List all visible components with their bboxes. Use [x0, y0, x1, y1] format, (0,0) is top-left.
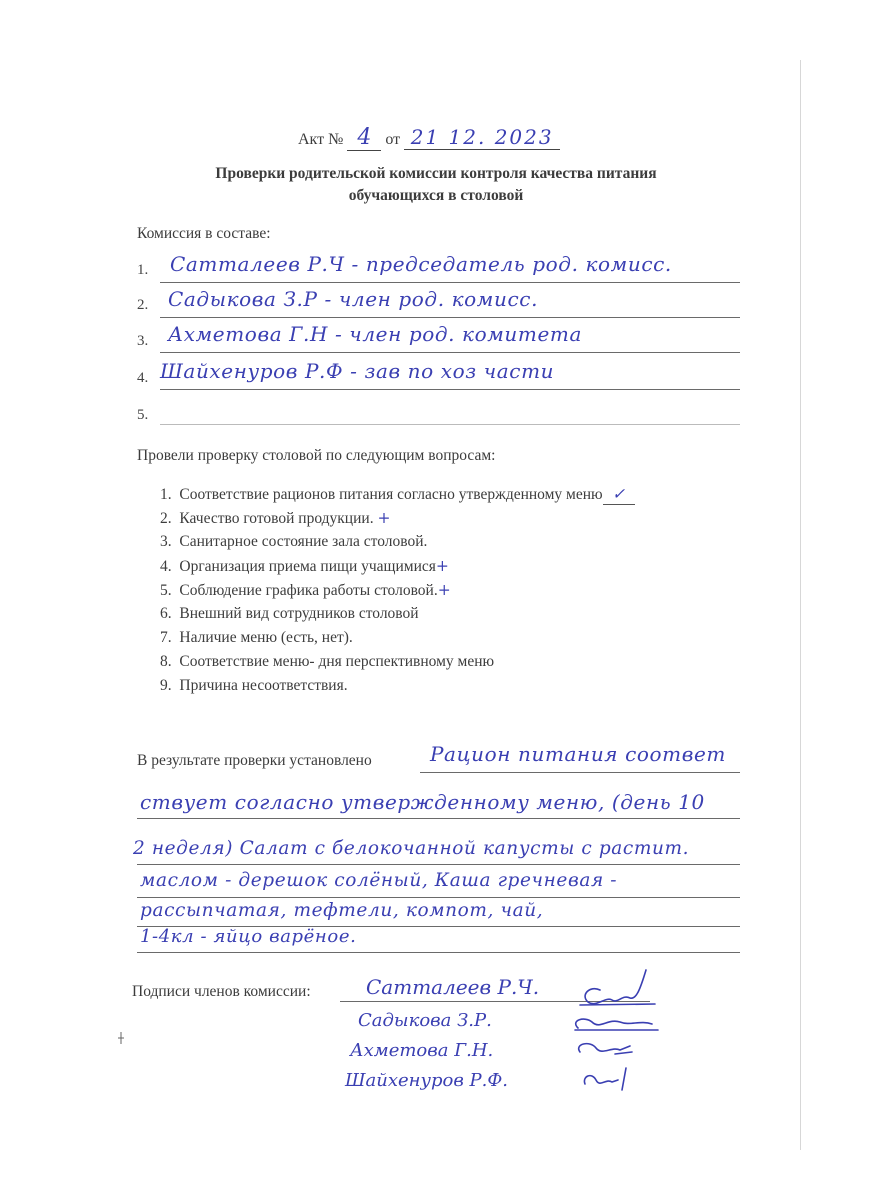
act-number-field [347, 125, 381, 151]
answer-blank [603, 485, 635, 505]
question-text: Соответствие меню- дня перспективному меню [179, 653, 495, 670]
member-number: 5. [137, 407, 149, 423]
from-label: от [385, 131, 401, 148]
result-line: 2 неделя) Салат с белокочанной капусты с растит. [133, 838, 690, 859]
member-underline [160, 352, 740, 353]
question-number: 8. [160, 653, 172, 670]
act-title-line [298, 125, 560, 151]
question-text: Внешний вид сотрудников столовой [179, 605, 419, 622]
question-text: Соответствие рационов питания согласно утвержденному меню [179, 486, 603, 503]
member-underline [160, 282, 740, 283]
member-underline [160, 424, 740, 425]
result-underline [137, 897, 740, 898]
member-underline [160, 317, 740, 318]
question-check-mark: + [435, 557, 449, 575]
question-text: Соблюдение графика работы столовой. [179, 582, 438, 599]
result-line: 1-4кл - яйцо варёное. [140, 926, 357, 947]
member-number: 3. [137, 333, 149, 349]
result-underline [137, 864, 740, 865]
question-number: 9. [160, 677, 172, 694]
result-underline [137, 952, 740, 953]
question-number: 4. [160, 558, 172, 575]
question-item [160, 581, 451, 600]
result-line: маслом - дерешок солёный, Каша гречневая - [140, 870, 618, 891]
title-line-1: Проверки родительской комиссии контроля качества питания [215, 165, 657, 182]
question-item [160, 557, 449, 576]
question-number: 5. [160, 582, 172, 599]
signature-name: Сатталеев Р.Ч. [366, 975, 540, 999]
act-date: 21 12. 2023 [410, 125, 554, 149]
act-prefix: Акт № [298, 131, 344, 148]
member-number: 1. [137, 262, 149, 278]
result-underline [420, 772, 740, 773]
question-text: Качество готовой продукции. [179, 510, 374, 527]
member-name-handwritten: Садыкова З.Р - член род. комисс. [168, 287, 539, 311]
act-number: 4 [357, 125, 372, 150]
question-number: 3. [160, 533, 172, 550]
scan-edge-line [800, 60, 801, 1150]
question-number: 2. [160, 510, 172, 527]
question-number: 7. [160, 629, 172, 646]
scan-speck [115, 1030, 127, 1048]
result-underline [137, 818, 740, 819]
act-date-field [404, 125, 560, 150]
question-item [160, 629, 353, 647]
commission-label: Комиссия в составе: [137, 225, 271, 242]
question-text: Причина несоответствия. [179, 677, 348, 694]
question-item [160, 605, 419, 623]
member-name-handwritten: Сатталеев Р.Ч - председатель род. комисс. [170, 252, 672, 276]
question-check-mark: + [377, 509, 391, 527]
result-line: ствует согласно утвержденному меню, (день 10 [140, 790, 705, 814]
question-check-mark: + [437, 581, 451, 599]
question-item [160, 509, 390, 528]
questions-label: Провели проверку столовой по следующим вопросам: [137, 447, 496, 464]
signature-name: Шайхенуров Р.Ф. [345, 1070, 509, 1091]
question-item [160, 533, 427, 551]
member-number: 4. [137, 370, 149, 386]
question-number: 1. [160, 486, 172, 503]
member-underline [160, 389, 740, 390]
question-item [160, 677, 348, 695]
question-number: 6. [160, 605, 172, 622]
member-name-handwritten: Шайхенуров Р.Ф - зав по хоз части [160, 359, 555, 383]
signatures-label: Подписи членов комиссии: [132, 983, 311, 1000]
member-number: 2. [137, 297, 149, 313]
question-item [160, 653, 494, 671]
result-label: В результате проверки установлено [137, 752, 372, 769]
question-text: Организация приема пищи учащимися [179, 558, 436, 575]
title-line-2: обучающихся в столовой [348, 187, 524, 204]
result-line: Рацион питания соответ [430, 742, 726, 766]
member-name-handwritten: Ахметова Г.Н - член род. комитета [168, 322, 582, 346]
question-text: Санитарное состояние зала столовой. [179, 533, 428, 550]
signature-name: Садыкова З.Р. [358, 1010, 492, 1031]
result-line: рассыпчатая, тефтели, компот, чай, [140, 900, 544, 921]
question-text: Наличие меню (есть, нет). [179, 629, 353, 646]
signature-scribbles [560, 960, 660, 1100]
question-check-mark: ✓ [612, 485, 626, 503]
signature-name: Ахметова Г.Н. [350, 1040, 494, 1061]
question-item [160, 485, 635, 505]
